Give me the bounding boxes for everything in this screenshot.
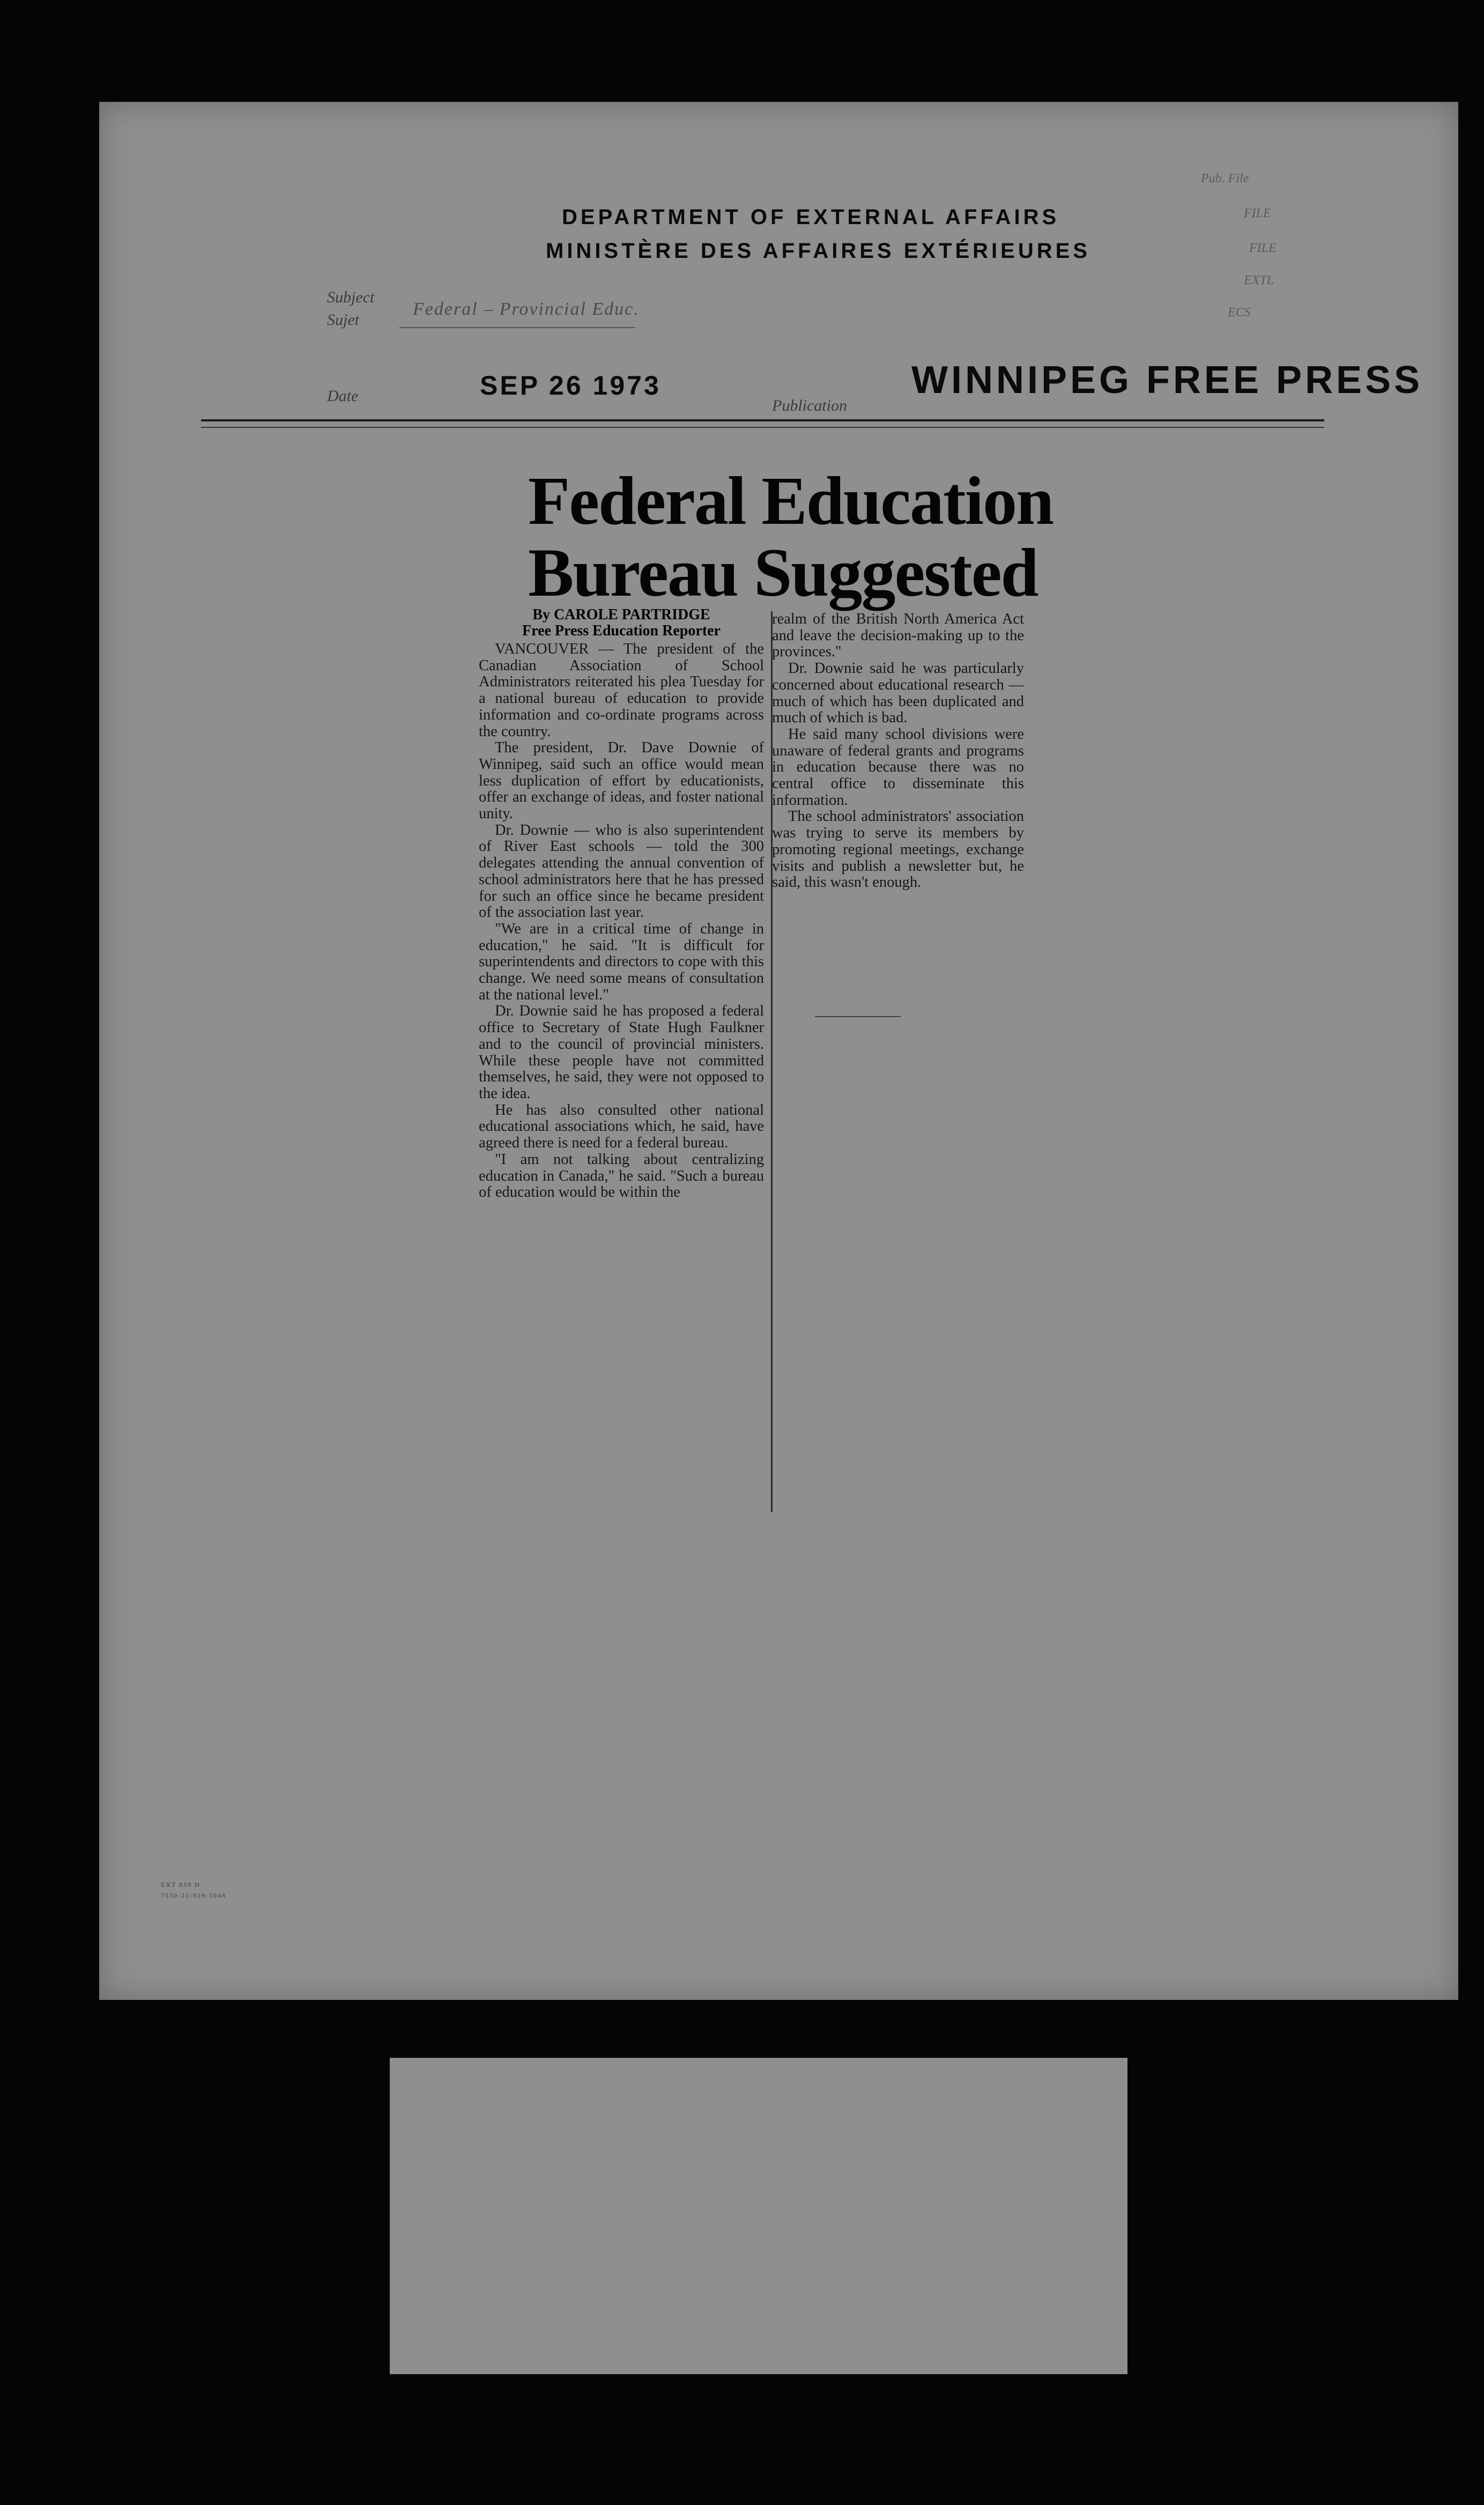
sujet-label: Sujet bbox=[327, 311, 359, 329]
paragraph: The school administrators' association was trying to serve its members by promoting regional meetings, exchange visits and publish a newsletter but, he said, this wasn't enough. bbox=[772, 808, 1024, 891]
letterhead-french: MINISTÈRE DES AFFAIRES EXTÉRIEURES bbox=[546, 239, 1090, 263]
form-stock-number: 7530-21-029-5048 bbox=[161, 1892, 226, 1899]
subject-value: Federal – Provincial Educ. bbox=[413, 299, 640, 319]
paragraph: realm of the British North America Act and leave the decision-making up to the provinces." bbox=[772, 611, 1024, 661]
paragraph: "We are in a critical time of change in education," he said. "It is difficult for superintendents and directors to cope with this change. We need some means of consultation at the national level." bbox=[479, 920, 764, 1003]
paragraph: VANCOUVER — The president of the Canadian Association of School Administrators reiterated his plea Tuesday for a national bureau of education to provide information and co-ordinate programs across the country. bbox=[479, 641, 764, 740]
margin-note: EXTL bbox=[1244, 273, 1274, 287]
date-label: Date bbox=[327, 387, 359, 405]
subject-underline bbox=[399, 327, 635, 328]
date-stamp: SEP 26 1973 bbox=[480, 370, 661, 401]
paragraph: He has also consulted other national educational associations which, he said, have agreed there is need for a federal bureau. bbox=[479, 1101, 764, 1152]
letterhead-english: DEPARTMENT OF EXTERNAL AFFAIRS bbox=[562, 205, 1060, 229]
form-code: EXT 839 D bbox=[161, 1881, 201, 1888]
paragraph: Dr. Downie — who is also superintendent of River East schools — told the 300 delegates attending the annual convention of school administrators here that he has pressed for such an office since he became president of the association last year. bbox=[479, 821, 764, 921]
headline-line1: Federal Education bbox=[528, 463, 1053, 539]
margin-note: FILE bbox=[1249, 241, 1277, 255]
paragraph: He said many school divisions were unaware of federal grants and programs in education because there was no central office to disseminate this information. bbox=[772, 725, 1024, 809]
publication-label: Publication bbox=[772, 397, 847, 414]
headline-line2: Bureau Suggested bbox=[528, 535, 1038, 611]
header-divider-thin bbox=[201, 427, 1324, 428]
header-divider bbox=[201, 419, 1324, 421]
margin-note: Pub. File bbox=[1201, 172, 1249, 186]
byline: By CAROLE PARTRIDGE bbox=[532, 606, 710, 623]
end-rule bbox=[815, 1016, 901, 1017]
article-column-2 bbox=[772, 611, 1024, 891]
paragraph: "I am not talking about centralizing education in Canada," he said. "Such a bureau of education would be within the bbox=[479, 1151, 764, 1201]
subject-label: Subject bbox=[327, 288, 375, 306]
paragraph: Dr. Downie said he has proposed a federal office to Secretary of State Hugh Faulkner and to the council of provincial ministers. While these people have not committed themselves, he said, they were not opposed to the idea. bbox=[479, 1003, 764, 1102]
margin-note: FILE bbox=[1244, 206, 1271, 220]
paragraph: Dr. Downie said he was particularly concerned about educational research — much of which has been duplicated and much of which is bad. bbox=[772, 660, 1024, 727]
margin-note: ECS bbox=[1228, 306, 1251, 320]
byline-title: Free Press Education Reporter bbox=[522, 622, 721, 639]
paragraph: The president, Dr. Dave Downie of Winnipeg, said such an office would mean less duplication of effort by educationists, offer an exchange of ideas, and foster national unity. bbox=[479, 739, 764, 822]
publication-stamp: WINNIPEG FREE PRESS bbox=[911, 359, 1423, 402]
blank-card bbox=[390, 2058, 1127, 2374]
article-column-1 bbox=[479, 607, 764, 1201]
